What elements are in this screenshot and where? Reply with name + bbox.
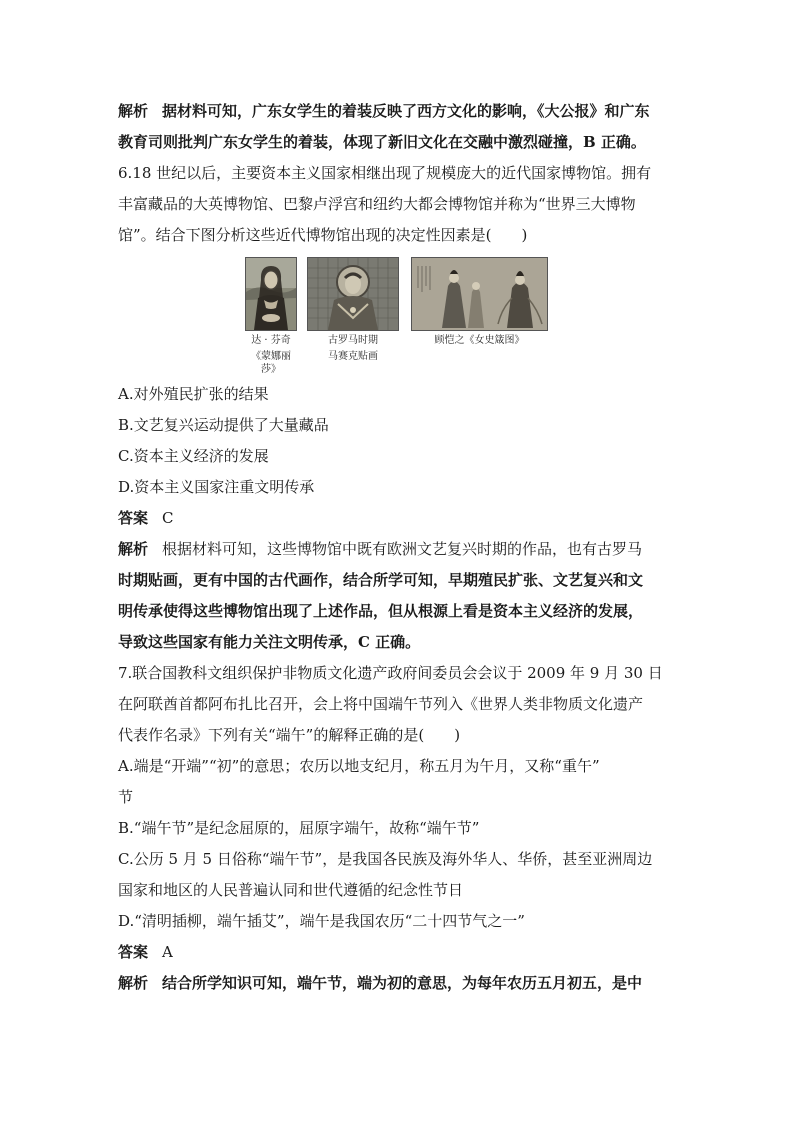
- q6-option-d: D.资本主义国家注重文明传承: [118, 478, 315, 496]
- q7-option-b: B.“端午节”是纪念屈原的，屈原字端午，故称“端午节”: [118, 819, 480, 837]
- q7-stem-line-3: 代表作名录》下列有关“端午”的解释正确的是( ): [118, 726, 461, 744]
- q7-stem-line-1: 7.联合国教科文组织保护非物质文化遗产政府间委员会会议于 2009 年 9 月 30 日: [118, 664, 663, 682]
- q7-option-d: D.“清明插柳，端午插艾”，端午是我国农历“二十四节气之一”: [118, 912, 525, 930]
- q7-analysis-line-1: 解析 结合所学知识可知，端午节，端为初的意思，为每年农历五月初五，是中: [118, 974, 643, 992]
- q6-analysis-line-2: 时期贴画，更有中国的古代画作，结合所学可知，早期殖民扩张、文艺复兴和文: [118, 571, 644, 589]
- q6-analysis-line-3: 明传承使得这些博物馆出现了上述作品，但从根源上看是资本主义经济的发展，: [118, 602, 644, 620]
- q7-stem-line-2: 在阿联酋首都阿布扎比召开，会上将中国端午节列入《世界人类非物质文化遗产: [118, 695, 644, 713]
- q6-stem-line-3: 馆”。结合下图分析这些近代博物馆出现的决定性因素是( ): [118, 226, 528, 244]
- analysis-label: 解析: [118, 540, 149, 558]
- roman-mosaic-image: [307, 257, 399, 331]
- figure-mona-lisa: [245, 257, 297, 376]
- q6-stem-line-1: 6.18 世纪以后，主要资本主义国家相继出现了规模庞大的近代国家博物馆。拥有: [118, 164, 652, 182]
- q6-stem-line-2: 丰富藏品的大英博物馆、巴黎卢浮宫和纽约大都会博物馆并称为“世界三大博物: [118, 195, 636, 213]
- q5-analysis-line-1: 解析 据材料可知，广东女学生的着装反映了西方文化的影响，《大公报》和广东: [118, 102, 650, 120]
- admonitions-scroll-caption: 顾恺之《女史箴图》: [434, 335, 525, 346]
- q6-answer: [118, 503, 686, 534]
- roman-mosaic-caption-1: 古罗马时期: [328, 335, 378, 346]
- q6-option-a: A.对外殖民扩张的结果: [118, 385, 269, 403]
- q7-answer: [118, 937, 686, 968]
- q7-option-c-line-1: C.公历 5 月 5 日俗称“端午节”，是我国各民族及海外华人、华侨，甚至亚洲周边: [118, 850, 653, 868]
- q5-analysis-line-2: 教育司则批判广东女学生的着装，体现了新旧文化在交融中激烈碰撞，B 正确。: [118, 133, 646, 151]
- q7-option-a-line-2: 节: [118, 788, 134, 806]
- answer-label: 答案: [118, 509, 149, 527]
- q6-option-c: C.资本主义经济的发展: [118, 447, 269, 465]
- figure-admonitions-scroll: [411, 257, 548, 347]
- q7-option-c-line-2: 国家和地区的人民普遍认同和世代遵循的纪念性节日: [118, 881, 464, 899]
- answer-label: 答案: [118, 943, 149, 961]
- analysis-label: 解析: [118, 102, 149, 120]
- q6-option-b: B.文艺复兴运动提供了大量藏品: [118, 416, 329, 434]
- mona-lisa-caption-2: 《蒙娜丽莎》: [251, 351, 291, 375]
- mona-lisa-caption-1: 达 · 芬奇: [251, 335, 291, 346]
- mona-lisa-image: [245, 257, 297, 331]
- q6-analysis-line-4: 导致这些国家有能力关注文明传承，C 正确。: [118, 633, 421, 651]
- admonitions-scroll-image: [411, 257, 548, 331]
- answer-value: A: [162, 943, 173, 961]
- q7-option-a-line-1: A.端是“开端”“初”的意思；农历以地支纪月，称五月为午月，又称“重午”: [118, 757, 600, 775]
- roman-mosaic-caption-2: 马赛克贴画: [328, 351, 378, 362]
- analysis-label: 解析: [118, 974, 149, 992]
- document-page: [118, 96, 686, 999]
- q6-figure-row: [118, 257, 686, 375]
- figure-roman-mosaic: [307, 257, 399, 363]
- answer-value: C: [162, 509, 174, 527]
- q6-analysis-line-1: 解析 根据材料可知，这些博物馆中既有欧洲文艺复兴时期的作品，也有古罗马: [118, 540, 643, 558]
